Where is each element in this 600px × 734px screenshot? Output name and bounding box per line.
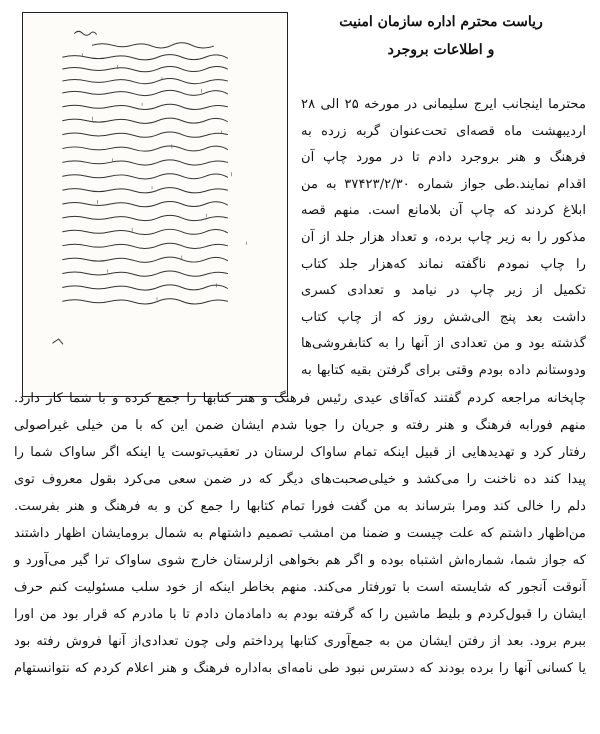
body-line: اردیبهشت ماه قصه‌ای تحت‌عنوان گربه زرده به [301, 123, 586, 139]
letter-heading [296, 8, 586, 64]
letter-body-top [301, 92, 586, 385]
body-line: که جواز شما، شماره‌اش اشتباه بوده و اگر هم بخواهی ازلرستان خارج شوی ساواک ترا گیر می‌آورد و [14, 553, 586, 568]
body-line: تکمیل از زیر چاپ در نیامد و تعدادی کسری [301, 283, 586, 299]
body-line: محترما اینجانب ایرج سلیمانی در مورخه ۲۵ الی ۲۸ [301, 97, 587, 112]
body-line: را چاپ نمودم ناگفته نماند که‌هزار جلد کتاب [301, 256, 586, 272]
body-line: منهم فورابه فرهنگ و هنر رفته و جریان را جویا شدم ایشان ضمن این که با من خیلی غیراصولی [14, 418, 586, 433]
heading-line-2: و اطلاعات بروجرد [387, 42, 495, 58]
body-line: آنوقت آنجور که شایسته است با تورفتار می‌کند. منهم بخاطر اینکه از خود سلب مسئولیت کنم حرف [14, 580, 586, 595]
body-line: ابلاغ کردند که چاپ آن بلامانع است. منهم قصه [301, 203, 586, 219]
body-line: یا کسانی آنها را برده بودند که دسترس نبود طی نامه‌ای به‌اداره فرهنگ و هنر اعلام کردم که نتوانستهام [14, 661, 586, 676]
body-line: ایشان را قبول‌کردم و بلیط ماشین را که گرفته بودم به دامادمان دادم تا با مادرم که قرار بود من اورا [14, 607, 586, 622]
body-line: پیدا کند ده ناخنت را می‌کشد و خیلی‌صحبت‌های دیگر که در ضمن سعی می‌کرد بقول معروف توی [14, 472, 586, 487]
handwritten-letter-image [22, 12, 288, 397]
body-line: اقدام نمایند.طی جواز شماره ۳۷۴۲۳/۲/۳۰ به من [301, 176, 586, 192]
body-line: فرهنگ و هنر بروجرد دادم تا در مورد چاپ آن [301, 150, 586, 166]
letter-body-bottom [14, 385, 586, 682]
body-line: دلم را خالی کند ومرا بترساند به من گفت فورا تمام کتابها را جمع کن و به فرهنگ و هنر بفرست. [14, 499, 586, 514]
body-line: مذکور را به زیر چاپ برده، و تعداد هزار جلد از آن [301, 229, 586, 245]
body-line: ودوستانم داده بودم وقتی برای گرفتن بقیه کتابها به [301, 362, 586, 378]
heading-line-1: ریاست محترم اداره سازمان امنیت [339, 14, 543, 30]
body-line: چاپخانه مراجعه کردم گفتند که‌آقای عیدی رئیس فرهنگ و هنر کتابها را جمع کرده و با شما کار دارد. [14, 391, 586, 406]
body-line: رفتار کرد و تهدیدهایی از قبیل اینکه تمام ساواک لرستان در تعقیب‌توست یا اینکه اگر ساواک شما را [14, 445, 586, 460]
body-line: من‌اظهار داشتم که علت چیست و ضمنا من امشب تصمیم داشتهام به شمال برومایشان اظهار داشتند [14, 526, 586, 541]
body-line: ببرم برود. بعد از رفتن ایشان من به جمع‌آوری کتابها پرداختم ولی چون تعدادی‌از آنها فروش رفته بود [14, 634, 586, 649]
handwriting-scan-drawing [23, 13, 287, 396]
body-line: داشت بعد پنج الی‌شش روز که از چاپ کتاب [301, 309, 586, 325]
body-line: گذشته بود و من تعدادی از آنها را به کتابفروشی‌ها [301, 336, 586, 352]
